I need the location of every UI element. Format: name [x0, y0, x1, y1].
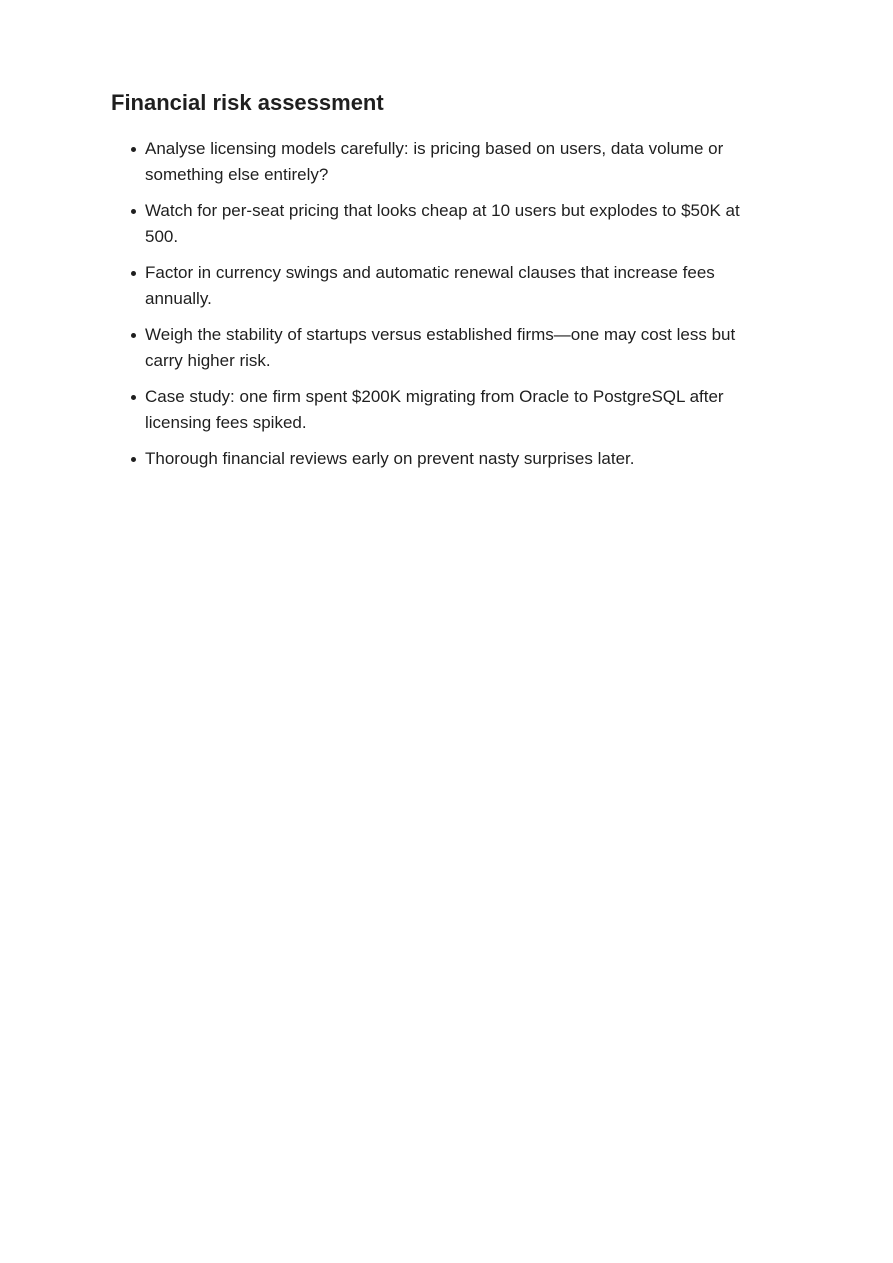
list-item [111, 260, 771, 312]
list-item [111, 384, 771, 436]
bullet-list [111, 136, 771, 472]
list-item-text: Watch for per-seat pricing that looks cheap at 10 users but explodes to $50K at 500. [145, 201, 740, 246]
list-item-text: Case study: one firm spent $200K migrating from Oracle to PostgreSQL after licensing fees spiked. [145, 387, 724, 432]
list-item-text: Thorough financial reviews early on prevent nasty surprises later. [145, 449, 635, 468]
list-item [111, 322, 771, 374]
bullet-icon [131, 457, 136, 462]
list-item [111, 198, 771, 250]
bullet-icon [131, 147, 136, 152]
list-item [111, 136, 771, 188]
list-item-text: Factor in currency swings and automatic renewal clauses that increase fees annually. [145, 263, 715, 308]
bullet-icon [131, 209, 136, 214]
list-item-text: Analyse licensing models carefully: is pricing based on users, data volume or something else entirely? [145, 139, 724, 184]
bullet-icon [131, 271, 136, 276]
list-item-text: Weigh the stability of startups versus established firms—one may cost less but carry higher risk. [145, 325, 736, 370]
bullet-icon [131, 333, 136, 338]
document-page [111, 88, 771, 482]
list-item [111, 446, 771, 472]
page-title: Financial risk assessment [111, 90, 384, 115]
bullet-icon [131, 395, 136, 400]
